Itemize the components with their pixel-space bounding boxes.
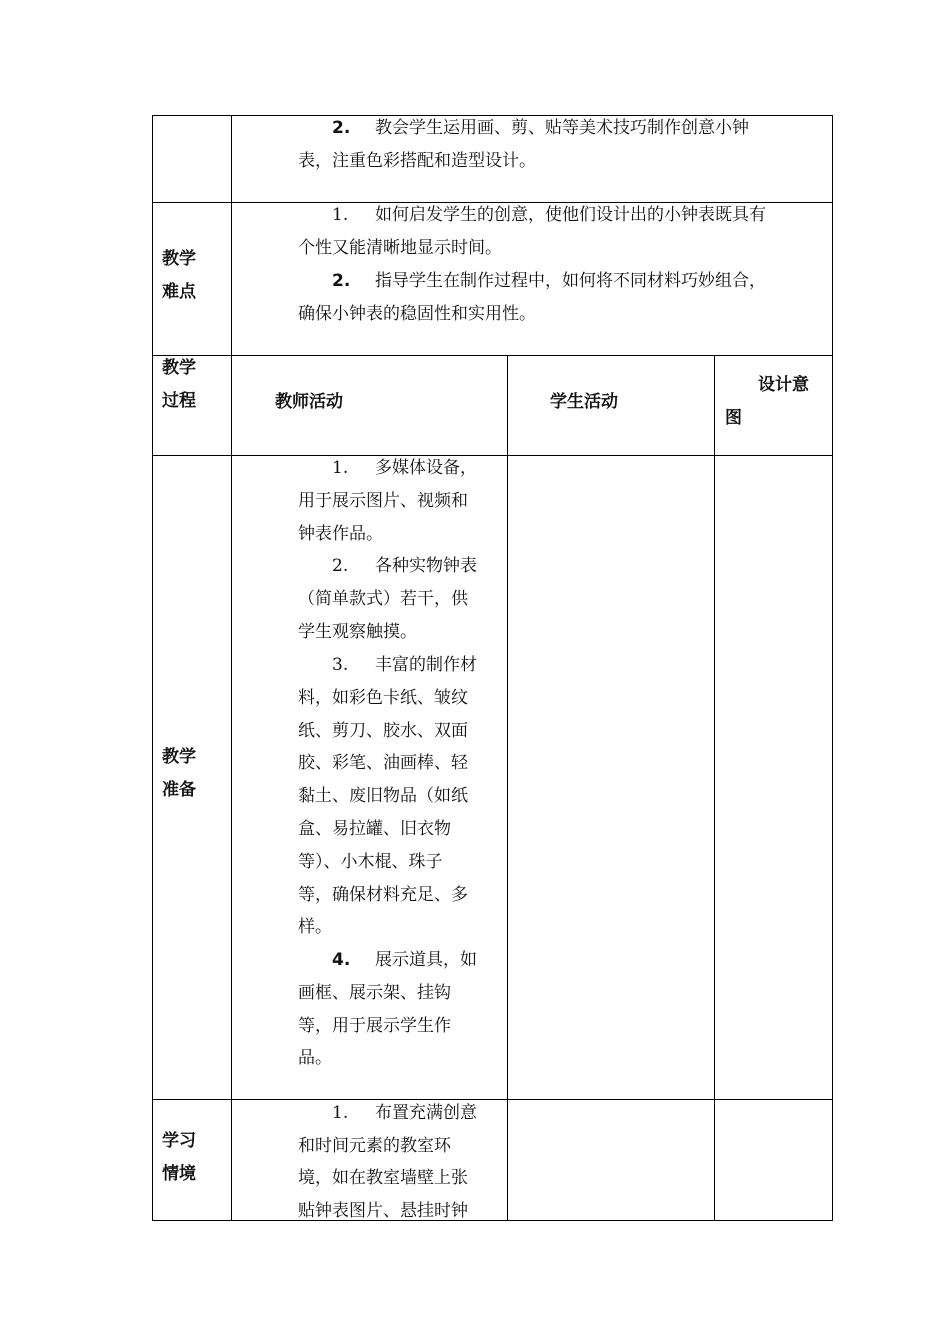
student-activity-header: 学生活动 xyxy=(550,392,618,412)
table-border-right xyxy=(832,115,833,1221)
preparation-item-1 xyxy=(332,452,477,485)
preparation-text: 等，确保材料充足、多 xyxy=(298,885,468,905)
row-divider xyxy=(152,355,833,356)
row-label-line: 教学 xyxy=(162,249,196,269)
preparation-text: 画框、展示架、挂钩 xyxy=(298,983,451,1003)
row-label-line: 过程 xyxy=(162,391,196,411)
list-number: 1. xyxy=(332,1103,349,1123)
list-number: 4. xyxy=(332,950,351,970)
column-divider xyxy=(714,355,715,1221)
preparation-text: （简单款式）若干，供 xyxy=(298,589,468,609)
objective-item-2 xyxy=(332,112,749,145)
column-divider xyxy=(231,115,232,1221)
preparation-text: 胶、彩笔、油画棒、轻 xyxy=(298,753,468,773)
design-intent-header: 设计意 xyxy=(758,375,809,395)
design-intent-header-continued: 图 xyxy=(725,408,742,428)
preparation-text: 纸、剪刀、胶水、双面 xyxy=(298,721,468,741)
preparation-text: 样。 xyxy=(298,917,332,937)
situation-item-1 xyxy=(332,1097,477,1130)
row-divider xyxy=(152,455,833,456)
difficulty-text: 如何启发学生的创意，使他们设计出的小钟表既具有 xyxy=(375,205,766,225)
preparation-text: 等）、小木棍、珠子 xyxy=(298,852,443,872)
preparation-text: 黏土、废旧物品（如纸 xyxy=(298,786,468,806)
difficulty-item-1 xyxy=(332,199,766,232)
preparation-item-4 xyxy=(332,944,477,977)
row-label-line: 难点 xyxy=(162,282,196,302)
objective-text-continued: 表，注重色彩搭配和造型设计。 xyxy=(298,151,536,171)
difficulty-item-2 xyxy=(332,265,766,298)
objective-text: 教会学生运用画、剪、贴等美术技巧制作创意小钟 xyxy=(375,118,749,138)
preparation-item-3 xyxy=(332,649,477,682)
list-number: 2. xyxy=(332,556,349,576)
list-number: 3. xyxy=(332,655,349,675)
situation-text: 境，如在教室墙壁上张 xyxy=(298,1168,468,1188)
preparation-text: 用于展示图片、视频和 xyxy=(298,491,468,511)
situation-text: 贴钟表图片、悬挂时钟 xyxy=(298,1201,468,1221)
situation-text: 布置充满创意 xyxy=(375,1103,477,1123)
preparation-text: 等，用于展示学生作 xyxy=(298,1016,451,1036)
list-number: 2. xyxy=(332,118,351,138)
difficulty-text-continued: 个性又能清晰地显示时间。 xyxy=(298,238,502,258)
teacher-activity-header: 教师活动 xyxy=(275,392,343,412)
row-divider xyxy=(152,1099,833,1100)
row-label-line: 教学 xyxy=(162,747,196,767)
list-number: 1. xyxy=(332,458,349,478)
row-label-line: 学习 xyxy=(162,1131,196,1151)
preparation-text: 品。 xyxy=(298,1048,332,1068)
preparation-text: 盒、易拉罐、旧衣物 xyxy=(298,819,451,839)
table-border-left xyxy=(152,115,153,1221)
column-divider xyxy=(507,355,508,1221)
table-border-bottom xyxy=(152,1220,833,1221)
preparation-text: 多媒体设备， xyxy=(375,458,477,478)
row-label-line: 教学 xyxy=(162,358,196,378)
preparation-text: 学生观察触摸。 xyxy=(298,622,417,642)
preparation-text: 丰富的制作材 xyxy=(375,655,477,675)
row-label-line: 准备 xyxy=(162,780,196,800)
preparation-text: 各种实物钟表 xyxy=(375,556,477,576)
list-number: 2. xyxy=(332,271,351,291)
difficulty-text-continued: 确保小钟表的稳固性和实用性。 xyxy=(298,304,536,324)
situation-text: 和时间元素的教室环 xyxy=(298,1136,451,1156)
preparation-text: 料，如彩色卡纸、皱纹 xyxy=(298,688,468,708)
difficulty-text: 指导学生在制作过程中，如何将不同材料巧妙组合， xyxy=(375,271,766,291)
preparation-text: 钟表作品。 xyxy=(298,524,383,544)
row-label-line: 情境 xyxy=(162,1164,196,1184)
preparation-item-2 xyxy=(332,550,477,583)
list-number: 1. xyxy=(332,205,349,225)
preparation-text: 展示道具，如 xyxy=(375,950,477,970)
